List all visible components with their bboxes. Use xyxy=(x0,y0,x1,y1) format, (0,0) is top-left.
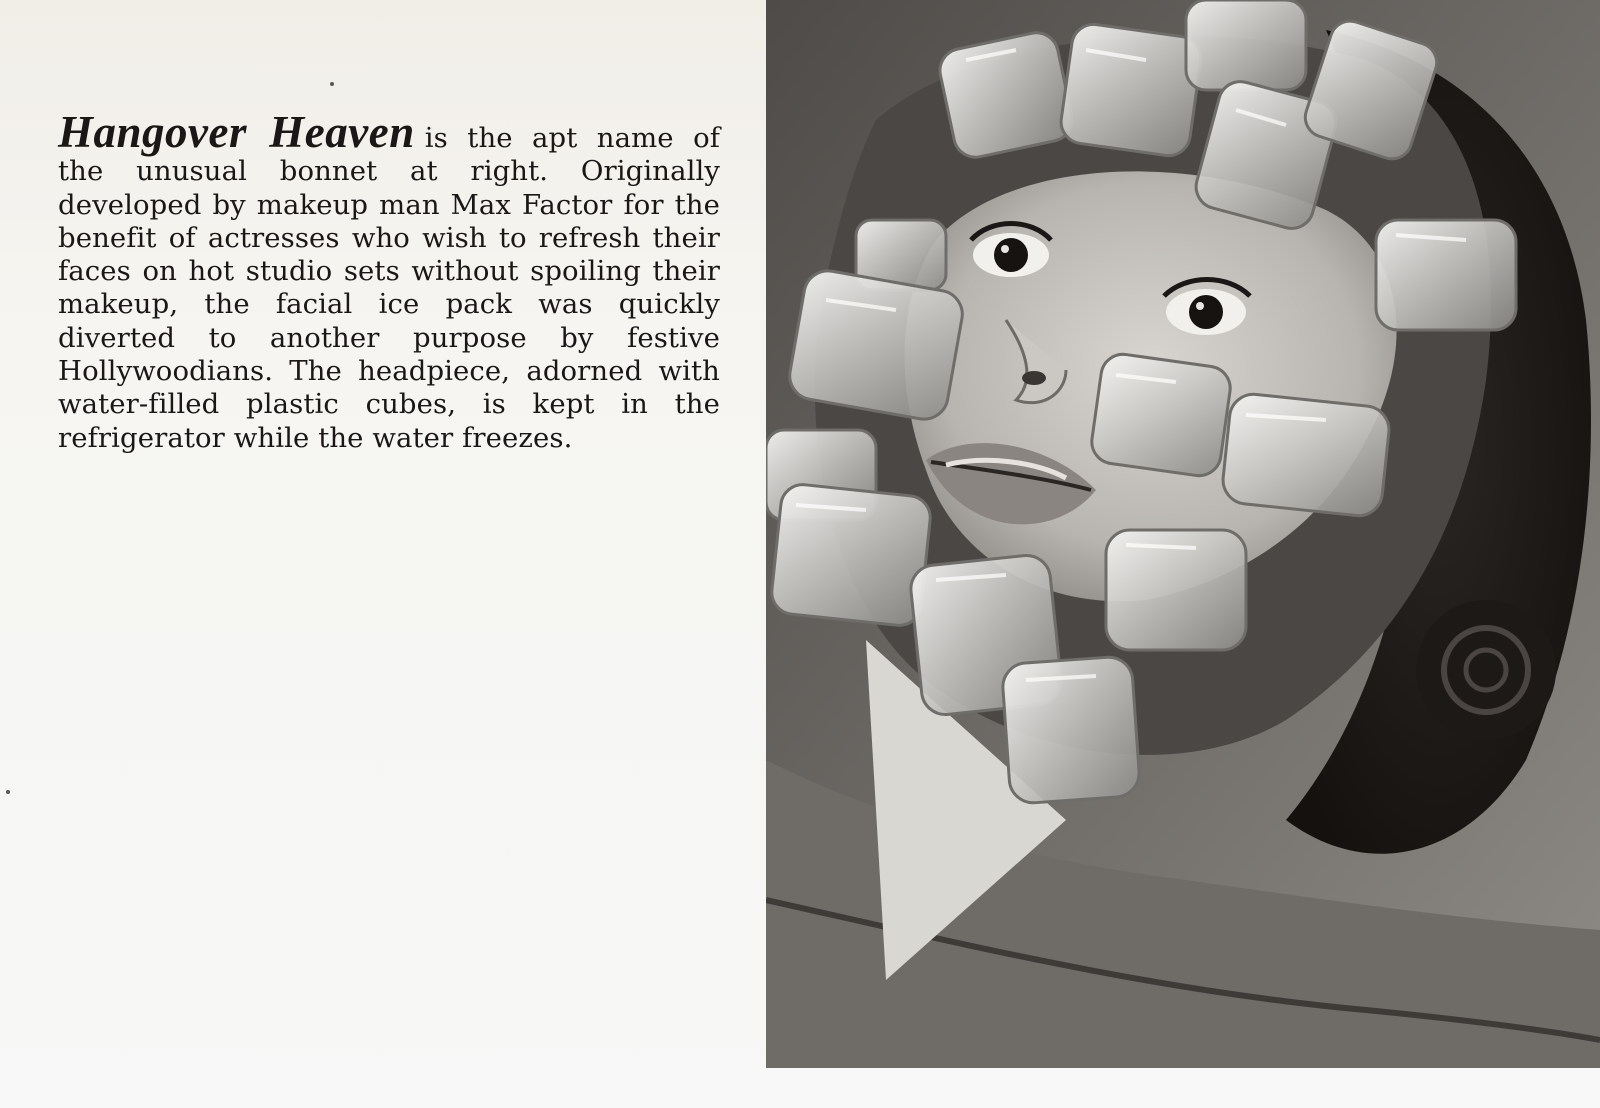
ice-cube xyxy=(1089,351,1233,478)
ice-cube xyxy=(770,483,933,628)
ice-cube xyxy=(1058,22,1203,159)
ice-cube xyxy=(936,29,1076,162)
ice-cube xyxy=(1186,0,1306,90)
hair-curl xyxy=(1416,600,1556,740)
ice-cube xyxy=(786,267,966,423)
article-body: is the apt name of the unusual bonnet at right. Originally developed by makeup man Max Factor for the benefit of actresses who wish to refresh their faces on hot studio sets without spoiling their makeup, the facial ice pack was quickly diverted to another purpose by festive Hollywoodians. The headpiece, adorned with water-filled plastic cubes, is kept in the refrigerator while the water freezes. xyxy=(58,122,721,454)
article-headline: Hangover Heaven xyxy=(58,107,415,157)
article-text xyxy=(58,107,721,455)
paper-speck xyxy=(330,82,334,86)
paper-speck xyxy=(6,790,10,794)
ice-mask-photo xyxy=(766,0,1600,1068)
nostril xyxy=(1022,371,1046,385)
ice-cube xyxy=(1221,392,1392,518)
